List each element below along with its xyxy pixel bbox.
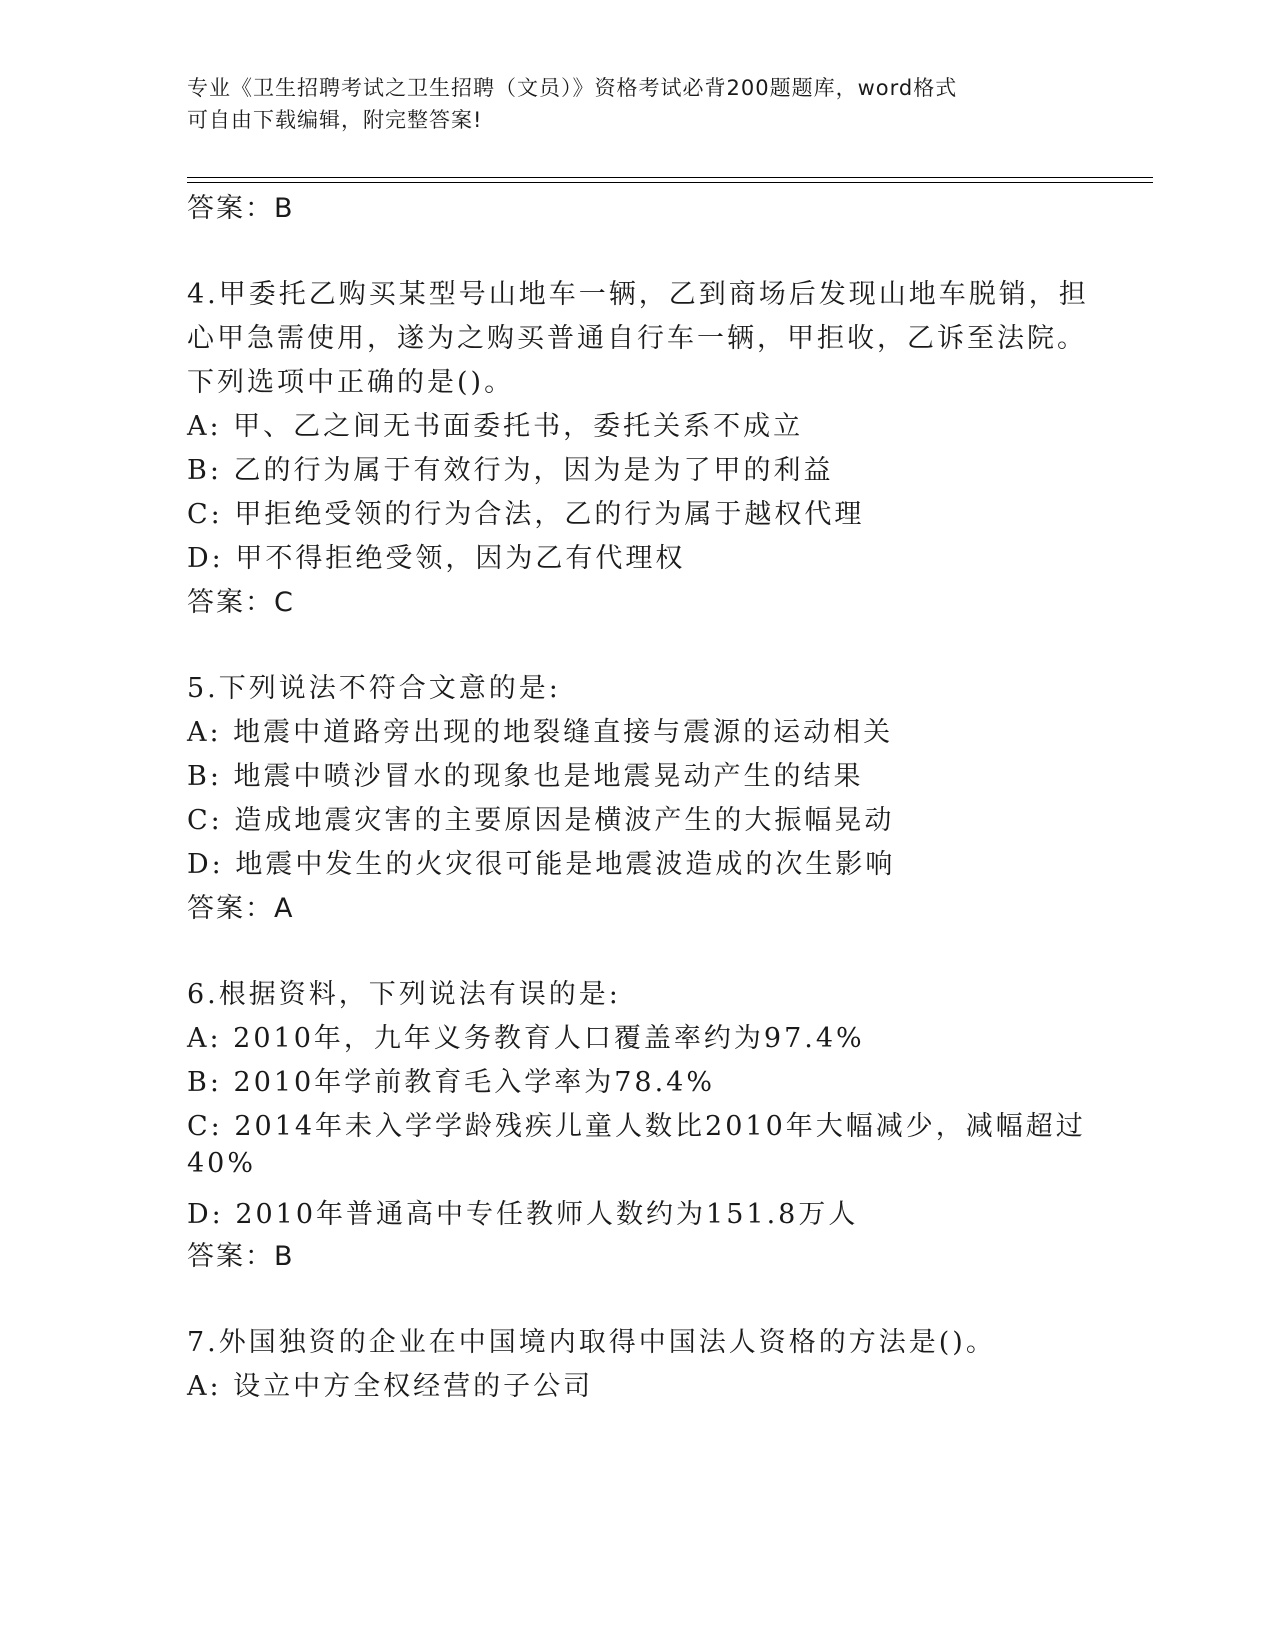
question-6-option-c: C: 2014年未入学学龄残疾儿童人数比2010年大幅减少，减幅超过 [187, 1111, 1086, 1142]
question-5-option-b: B: 地震中喷沙冒水的现象也是地震晃动产生的结果 [187, 761, 864, 792]
question-6-option-b: B: 2010年学前教育毛入学率为78.4% [187, 1067, 716, 1098]
question-4-option-d: D: 甲不得拒绝受领，因为乙有代理权 [187, 543, 686, 574]
question-7-stem: 7.外国独资的企业在中国境内取得中国法人资格的方法是()。 [187, 1327, 996, 1358]
question-5-answer: 答案：A [187, 893, 295, 924]
question-4-stem-line-1: 4.甲委托乙购买某型号山地车一辆，乙到商场后发现山地车脱销，担 [187, 279, 1089, 310]
question-6-option-c-continued: 40% [187, 1148, 257, 1179]
question-4-stem-line-2: 心甲急需使用，遂为之购买普通自行车一辆，甲拒收，乙诉至法院。 [187, 323, 1087, 354]
question-4-option-c: C: 甲拒绝受领的行为合法，乙的行为属于越权代理 [187, 499, 865, 530]
question-4-option-b: B: 乙的行为属于有效行为，因为是为了甲的利益 [187, 455, 834, 486]
header-line-1: 专业《卫生招聘考试之卫生招聘（文员）》资格考试必背200题题库，word格式 [187, 76, 958, 100]
question-6-stem: 6.根据资料，下列说法有误的是: [187, 979, 621, 1010]
question-4-answer: 答案：C [187, 587, 295, 618]
question-5-option-d: D: 地震中发生的火灾很可能是地震波造成的次生影响 [187, 849, 896, 880]
header-rule-top [187, 177, 1153, 178]
header-rule-bottom [187, 182, 1153, 183]
question-7-option-a: A: 设立中方全权经营的子公司 [187, 1371, 594, 1402]
question-6-answer: 答案：B [187, 1241, 295, 1272]
previous-answer: 答案：B [187, 193, 295, 224]
question-6-option-d: D: 2010年普通高中专任教师人数约为151.8万人 [187, 1199, 859, 1230]
question-5-option-c: C: 造成地震灾害的主要原因是横波产生的大振幅晃动 [187, 805, 895, 836]
question-4-option-a: A: 甲、乙之间无书面委托书，委托关系不成立 [187, 411, 804, 442]
question-6-option-a: A: 2010年，九年义务教育人口覆盖率约为97.4% [187, 1023, 865, 1054]
question-5-option-a: A: 地震中道路旁出现的地裂缝直接与震源的运动相关 [187, 717, 894, 748]
question-5-stem: 5.下列说法不符合文意的是: [187, 673, 561, 704]
page-header [187, 72, 1087, 136]
header-line-2: 可自由下载编辑，附完整答案! [187, 108, 483, 132]
question-4-stem-line-3: 下列选项中正确的是()。 [187, 367, 515, 398]
